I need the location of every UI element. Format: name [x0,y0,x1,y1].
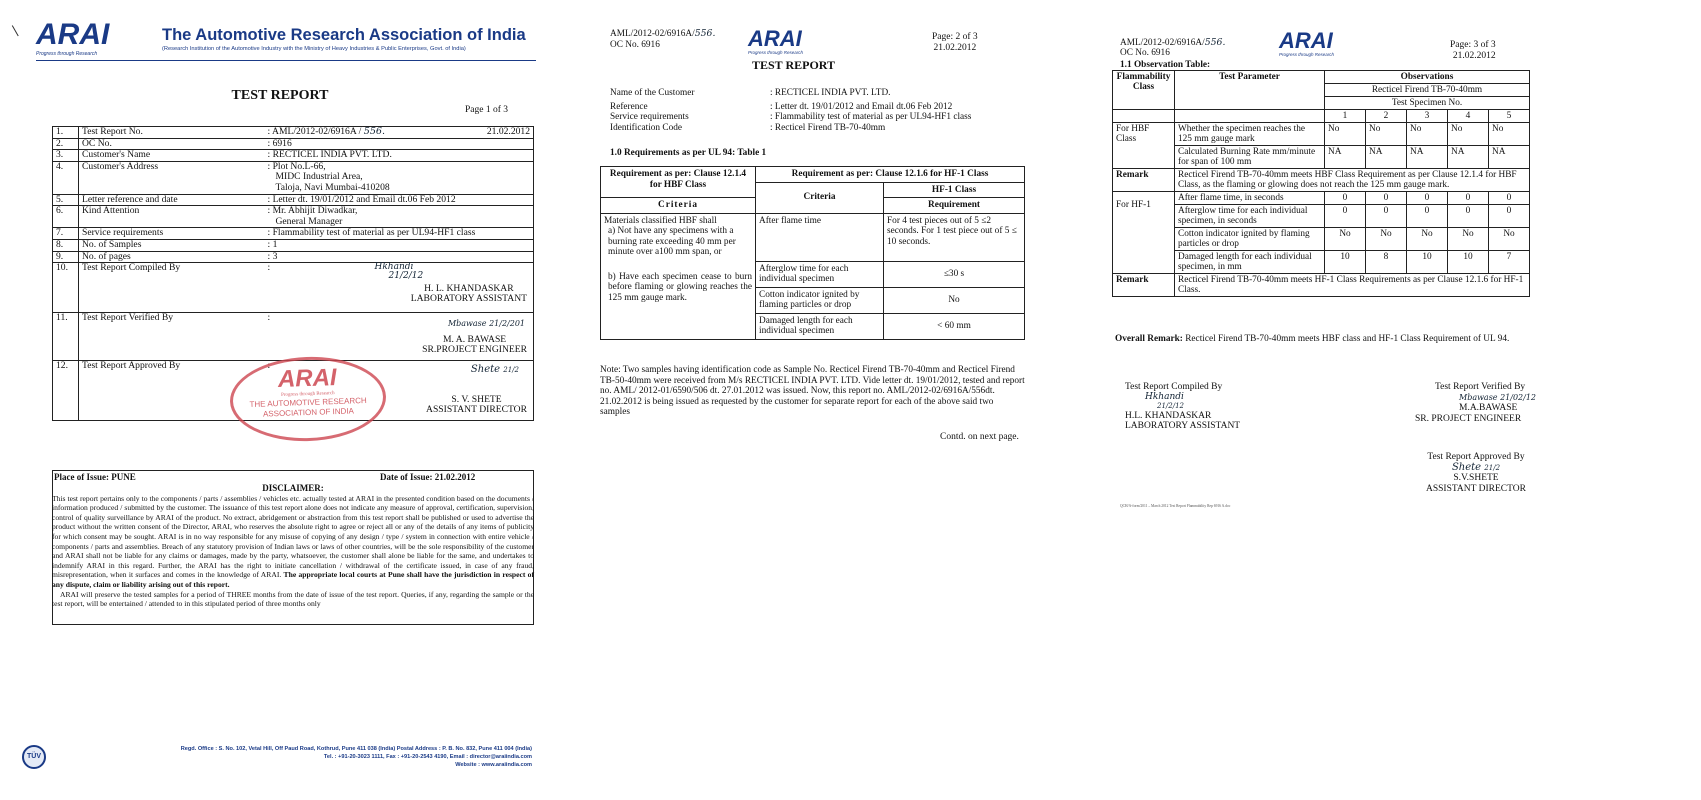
remark-row: Remark Recticel Firend TB-70-40mm meets HF-1 Class Requirements as per Clause 12.1.6 for HF-1 Class. [1113,274,1530,297]
compiled-by-row: 10. Test Report Compiled By : Hkhandi 21/2/12 H. L. KHANDASKAR LABORATORY ASSISTANT [53,263,534,313]
arai-tagline: Progress through Research [1279,52,1335,57]
table-row: 5. Letter reference and date : Letter dt. 19/01/2012 and Email dt.06 Feb 2012 [53,194,534,206]
page-number: Page: 2 of 3 21.02.2012 [932,32,978,53]
section-heading: 1.0 Requirements as per UL 94: Table 1 [610,148,767,158]
table-row: Cotton indicator ignited by flaming particles or drop No [601,287,1025,313]
verifier-signature: Mbawase 21/2/201 [447,319,525,329]
report-reference: AML/2012-02/6916A/556. OC No. 6916 [610,28,716,50]
overall-remark: Overall Remark: Recticel Firend TB-70-40mm meets HBF class and HF-1 Class Requirement of UL 94. [1115,334,1510,344]
arai-tagline: Progress through Research [748,50,804,55]
requirements-table: Requirement as per: Clause 12.1.4 for HBF Class Requirement as per: Clause 12.1.6 for HF-1 Class Criteria HF-1 Class Criteria Requirement Materials classified HBF shall a) Not have any specimens with a burning rate exceeding 40 mm per minute over a100 mm span, or b) Have each specimen cease to burn before flaming or glowing reaches the 125 mm gauge mark. After flame time For 4 test pieces out of 5 ≤2 seconds. For 1 test piece out of 5 ≤ 10 seconds. Afterglow time for each individual specimen ≤30 s Cotton indicator ignited by flaming particles or drop No Damaged length for each individual specimen < 60 mm [600,166,1025,340]
table-row: 9. No. of pages : 3 [53,251,534,263]
report-page-1 [0,0,560,800]
table-row: Afterglow time for each individual specimen ≤30 s [601,261,1025,287]
table-row: 6. Kind Attention : Mr. Abhijit Diwadkar, General Manager [53,206,534,228]
org-name: The Automotive Research Association of India [162,26,526,44]
page-footer [22,745,532,781]
org-subtitle: (Research Institution of the Automotive Industry with the Ministry of Heavy Industries & Public Enterprises, Govt. of India) [162,46,466,52]
footer-contact: Tel. : +91-20-3023 1111, Fax : +91-20-2543 4190, Email : director@araiindia.com [323,754,532,760]
page-number: Page: 3 of 3 21.02.2012 [1450,40,1496,61]
report-page-3 [1115,0,1701,800]
arai-seal-stamp: ARAI Progress through Research THE AUTOMOTIVE RESEARCH ASSOCIATION OF INDIA [229,354,388,443]
section-heading: 1.1 Observation Table: [1120,60,1211,70]
report-title: TEST REPORT [752,58,836,72]
date-of-issue: Date of Issue: 21.02.2012 [380,472,476,482]
table-row: Calculated Burning Rate mm/minute for span of 100 mm NA NA NA NA NA [1113,146,1530,169]
table-row: Afterglow time for each individual specimen, in seconds 0 0 0 0 0 [1113,205,1530,228]
compiler-signature: Hkhandi 21/2/12 [1145,391,1184,410]
remark-row: Remark Recticel Firend TB-70-40mm meets HBF Class Requirement as per Clause 12.1.4 for HBF Class, as the flaming or glowing does not reach the 125 mm gauge mark. [1113,169,1530,192]
table-row: 1. Test Report No. : AML/2012-02/6916A / 556. 21.02.2012 [53,127,534,139]
handwritten-report-number: 556. [363,126,386,137]
footer-website: Website : www.araiindia.com [455,762,532,768]
disclaimer: DISCLAIMER: This test report pertains only to the components / parts / assemblies / vehicles etc. actually tested at ARAI in the presented condition based on the documents / information produced / submitted by the customer. The issuance of this test report alone does not indicate any measure of approval, certification, supervision, control of quality surveillance by ARAI of the product. No extract, abridgement or abstraction from this test report shall be published or used to advertise the product without the written consent of the Director, ARAI, who reserves the absolute right to agree or reject all or any of the details of any items of publicity for which consent may be sought. ARAI is in no way responsible for any misuse of copying of any design / type / system in connection with entire vehicle / components / parts and assemblies. Breach of any statutory provision of Indian laws or laws of other countries, will be the sole responsibility of the customer and ARAI shall not be liable for any claims or damages, made by the party, whatsoever, the customer shall alone be liable for the same, and undertakes to indemnify ARAI in this regard. Further, the ARAI has the right to initiate cancellation / withdrawal of the certificate issued, in case of any fraud, misrepresentation, when it surfaces and comes in the knowledge of ARAI. The appropriate local courts at Pune shall have the jurisdiction in respect of any dispute, claim or liability arising out of this report. ARAI will preserve the tested samples for a period of THREE months from the date of issue of the test report. Queries, if any, regarding the sample or the test report, will be entertained / attended to in this stipulated period of three months only [52,483,534,609]
note: Note: Two samples having identification code as Sample No. Recticel Firend TB-70-40mm and Recticel Firend TB-50-40mm were received from M/s RECTICEL INDIA PVT. LTD. Vide letter dt. 19/01/2012, tested and report no. AML/ 2012-01/6590/506 dt. 27.01.2012 was issued. Now, this report no. AML/2012-02/6916A/556dt. 21.02.2012 is being issued as requested by the customer for separate report for each of the above said two samples [600,365,1025,417]
arai-logo: ARAI [1279,28,1333,53]
table-row: Cotton indicator ignited by flaming particles or drop No No No No No [1113,228,1530,251]
document-code-footer: QCH/A-form/2011 – March 2012 Test Report Flammability Rep 6916 A.doc [1120,504,1231,508]
table-row: 8. No. of Samples : 1 [53,239,534,251]
table-row: 3. Customer's Name : RECTICEL INDIA PVT. LTD. [53,150,534,162]
footer-address: Regd. Office : S. No. 102, Vetal Hill, Off Paud Road, Kothrud, Pune 411 038 (India) Postal Address : P. B. No. 832, Pune 411 004 (India) [180,746,532,752]
page-number: Page 1 of 3 [465,105,509,115]
report-page-2 [600,0,1130,800]
approved-by-row: 12. Test Report Approved By : Shete 21/2 S. V. SHETE ASSISTANT DIRECTOR [53,361,534,421]
table-row: For HBF Class Whether the specimen reaches the 125 mm gauge mark No No No No No [1113,123,1530,146]
compiler-signature: Hkhandi 21/2/12 [374,262,424,282]
table-row: Damaged length for each individual specimen < 60 mm [601,313,1025,339]
approver-signature: Shete 21/2 [1451,461,1501,473]
arai-tagline: Progress through Research [36,51,98,57]
table-row: For HF-1 After flame time, in seconds 0 0 0 0 0 [1113,192,1530,205]
verifier-signature: Mbawase 21/02/12 [1459,392,1537,402]
header-rule [36,60,536,61]
compiled-by: Test Report Compiled By Hkhandi 21/2/12 H.L. KHANDASKAR LABORATORY ASSISTANT [1125,382,1241,431]
report-reference: AML/2012-02/6916A/556. OC No. 6916 [1120,37,1226,58]
table-row: 4. Customer's Address : Plot No.L-66, MIDC Industrial Area, Taloja, Navi Mumbai-410208 [53,161,534,194]
verified-by-row: 11. Test Report Verified By : Mbawase 21/2/201 M. A. BAWASE SR.PROJECT ENGINEER [53,313,534,361]
place-of-issue: Place of Issue: PUNE [54,472,136,482]
table-row: Materials classified HBF shall a) Not have any specimens with a burning rate exceeding 40 mm per minute over a100 mm span, or b) Have each specimen cease to burn before flaming or glowing reaches the 125 mm gauge mark. After flame time For 4 test pieces out of 5 ≤2 seconds. For 1 test piece out of 5 ≤ 10 seconds. [601,213,1025,261]
corner-mark [12,20,28,36]
customer-info: Name of the Customer : RECTICEL INDIA PVT. LTD. Reference : Letter dt. 19/01/2012 and Email dt.06 Feb 2012 Service requirements : Flammability test of material as per UL94-HF1 class Identification Code : Recticel Firend TB-70-40mm [610,88,972,133]
approved-by: Test Report Approved By Shete 21/2 S.V.SHETE ASSISTANT DIRECTOR [1421,452,1531,494]
arai-logo: ARAI [36,18,110,51]
verified-by: Test Report Verified By Mbawase 21/02/12 M.A.BAWASE SR. PROJECT ENGINEER [1415,382,1555,424]
continued-note: Contd. on next page. [940,432,1019,442]
observation-table: Flammability Class Test Parameter Observations Recticel Firend TB-70-40mm Test Specimen No. 1 2 3 4 5 For HBF Class Whether the specimen reaches the 125 mm gauge mark No No No No No Calculated Burning Rate mm/minute for span of 100 mm NA NA NA NA NA Remark Recticel Firend TB-70-40mm meets HBF Class Requirement as per Clause 12.1.4 for HBF Class, as the flaming or glowing does not reach the 125 mm gauge mark. For HF-1 After flame time, in seconds 0 0 0 0 0 Afterglow time for each individual specimen, in seconds 0 0 0 0 0 Cotton indicator ignited by flaming particles or drop No No No No No Damaged length for each individual specimen, in mm 10 8 10 10 7 Remark Recticel Firend TB-70-40mm meets HF-1 Class Requirements as per Clause 12.1.6 for HF-1 Class. [1112,70,1530,297]
report-title: TEST REPORT [231,88,329,103]
approver-signature: Shete 21/2 [470,364,519,376]
table-row: 7. Service requirements : Flammability test of material as per UL94-HF1 class [53,228,534,240]
table-row: 2. OC No. : 6916 [53,138,534,150]
tuv-certification-icon: TÜV [22,745,46,769]
table-row: Damaged length for each individual specimen, in mm 10 8 10 10 7 [1113,251,1530,274]
arai-logo: ARAI [748,26,802,51]
